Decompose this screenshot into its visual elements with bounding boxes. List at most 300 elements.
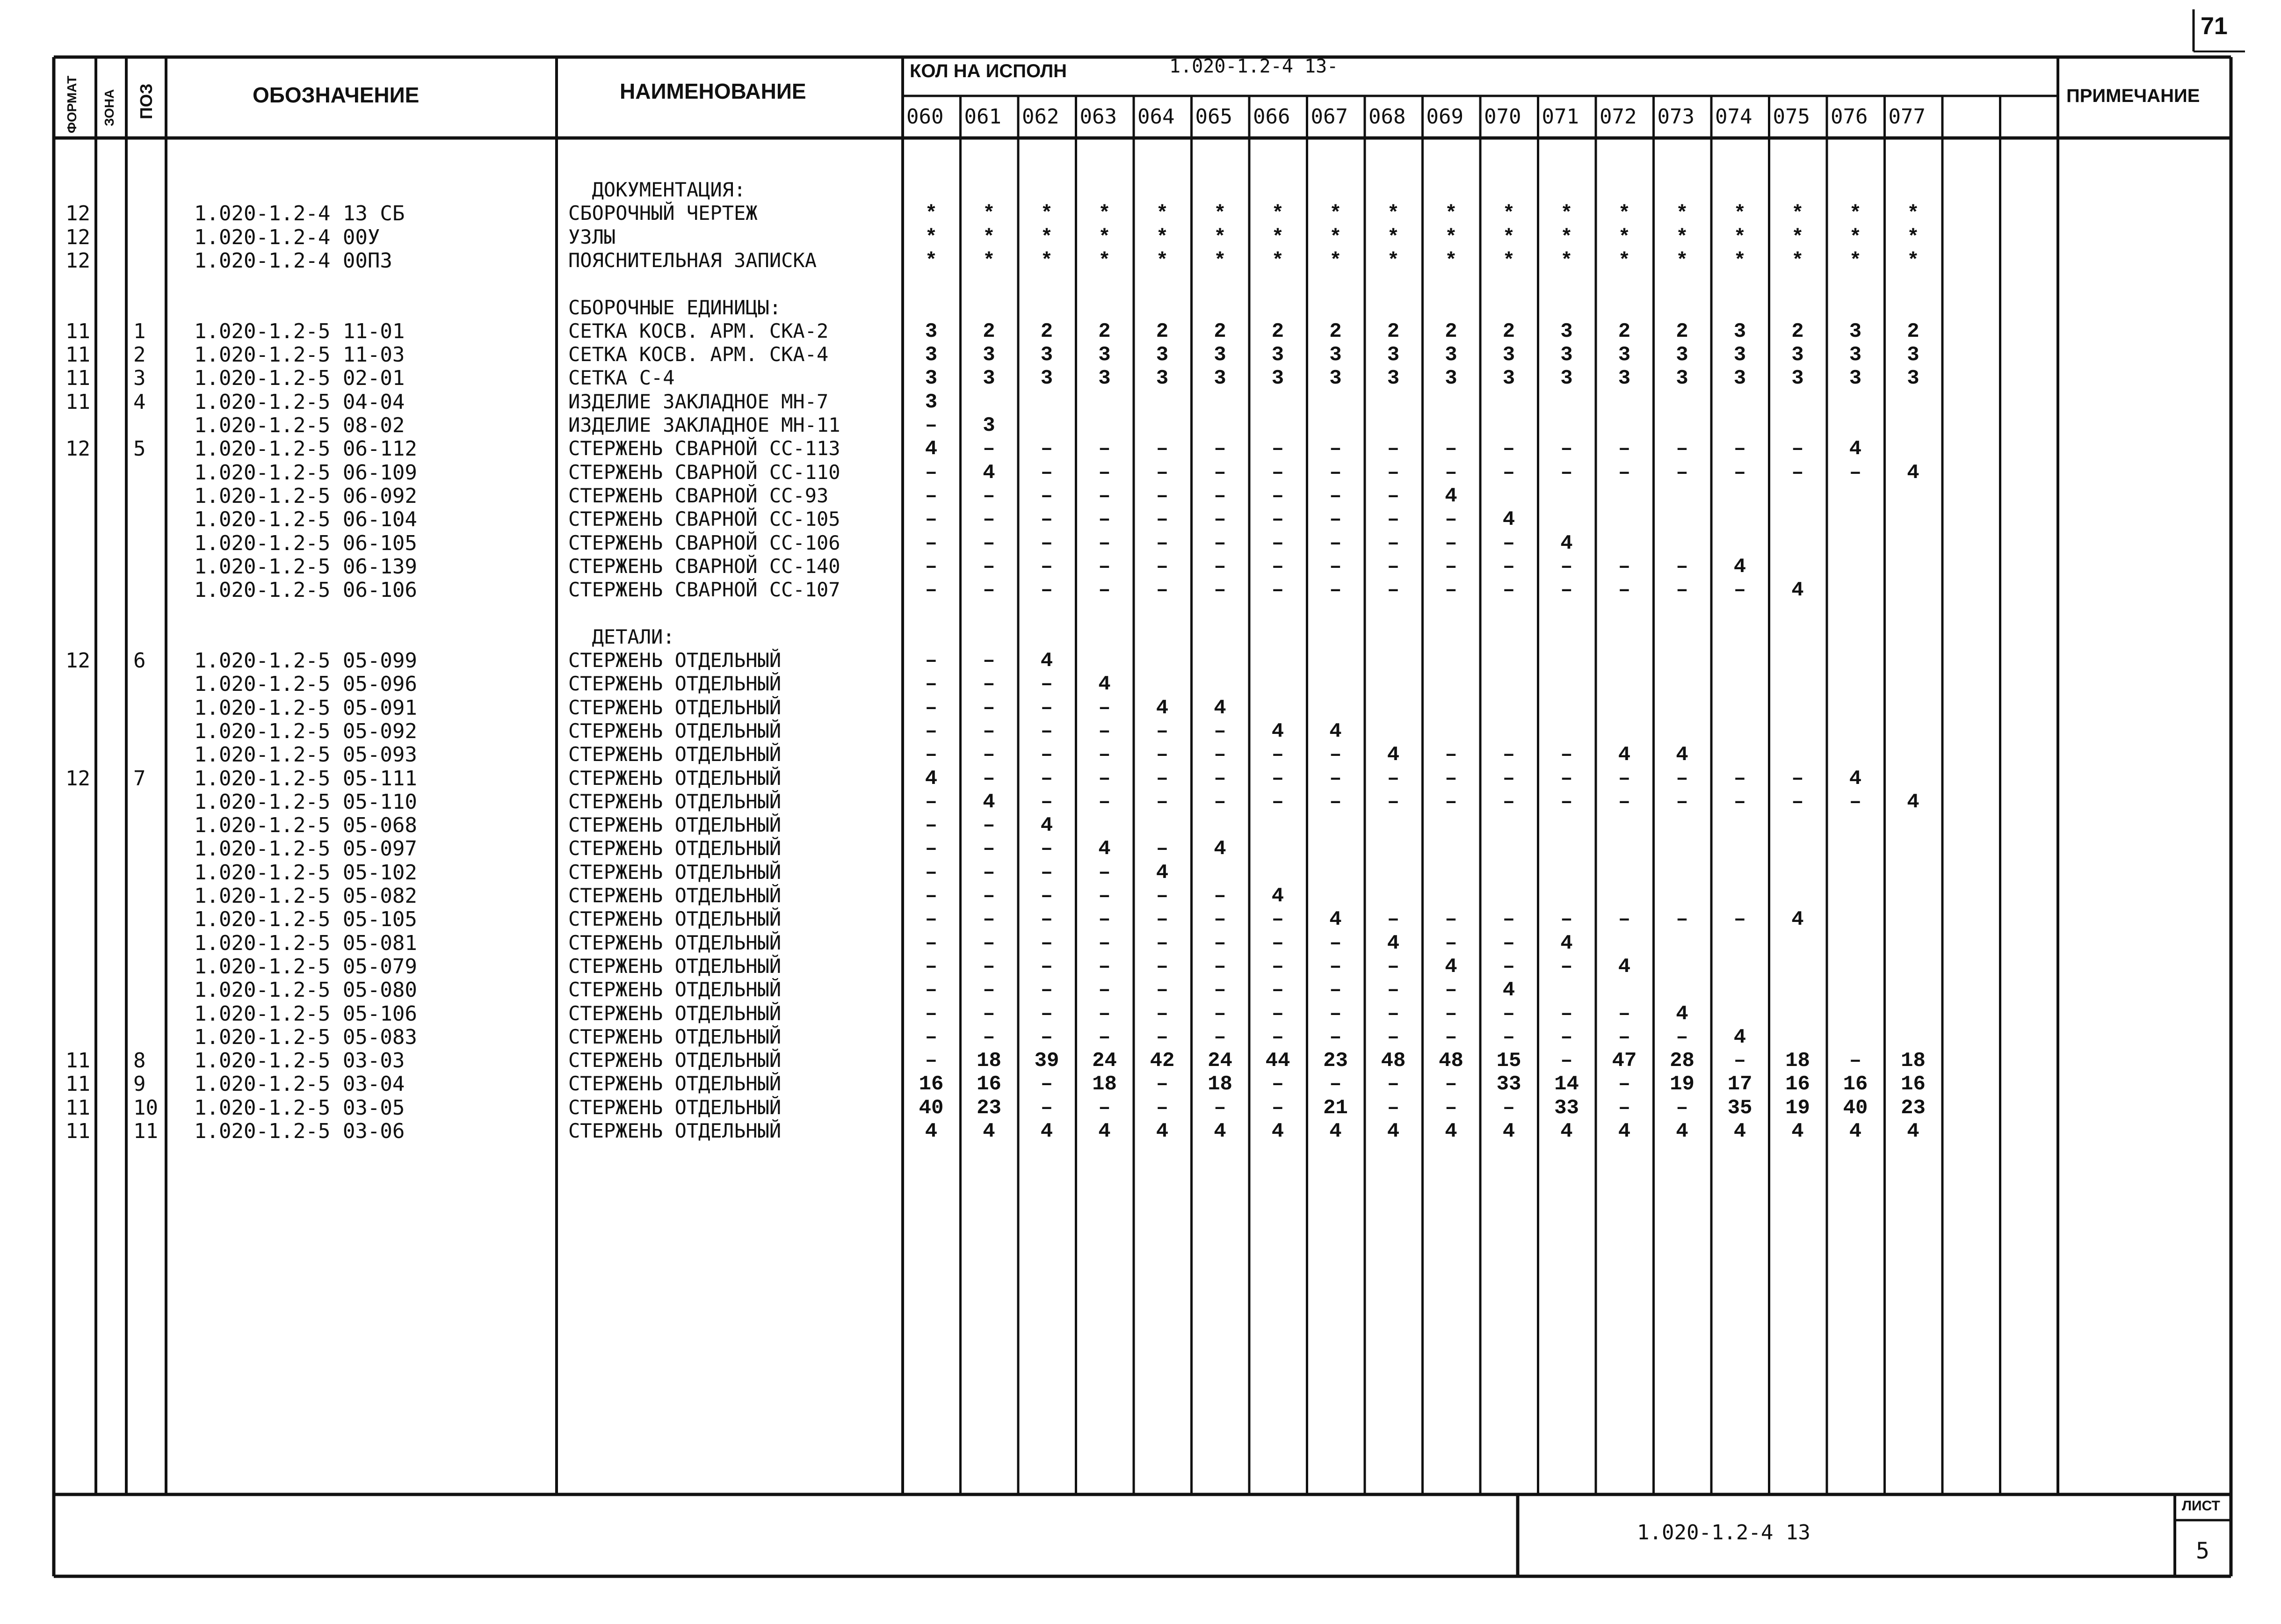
- qty-cell: 3: [1214, 367, 1226, 391]
- qty-cell: 4: [1502, 1120, 1515, 1143]
- qty-cell: –: [1387, 767, 1400, 790]
- qty-cell: 3: [1445, 343, 1457, 367]
- qty-cell: 4: [1156, 696, 1169, 720]
- qty-cell: –: [983, 955, 995, 979]
- qty-cell: –: [1098, 979, 1111, 1002]
- qty-cell: 4: [1214, 1120, 1226, 1143]
- qty-cell: –: [1271, 1073, 1284, 1096]
- format-cell: 11: [65, 1049, 90, 1073]
- qty-cell: –: [1618, 908, 1631, 932]
- qty-cell: –: [925, 461, 938, 485]
- designation-cell: 1.020-1.2-5 06-092: [194, 484, 417, 508]
- name-cell: СТЕРЖЕНЬ ОТДЕЛЬНЫЙ: [568, 1001, 782, 1025]
- designation-cell: 1.020-1.2-5 06-109: [194, 460, 417, 485]
- format-cell: 11: [65, 390, 90, 414]
- qty-cell: –: [1156, 767, 1169, 790]
- qty-cell: –: [983, 861, 995, 884]
- format-cell: 11: [65, 1072, 90, 1096]
- name-cell: СТЕРЖЕНЬ СВАРНОЙ СС-113: [568, 437, 840, 460]
- qty-cell: 2: [1329, 319, 1342, 343]
- qty-cell: *: [925, 249, 938, 273]
- qty-cell: 4: [1040, 814, 1053, 838]
- qty-cell: –: [983, 508, 995, 532]
- qty-cell: 4: [1676, 743, 1688, 767]
- name-cell: СТЕРЖЕНЬ ОТДЕЛЬНЫЙ: [568, 1119, 782, 1142]
- qty-cell: –: [1271, 767, 1284, 790]
- qty-cell: –: [1098, 861, 1111, 884]
- qty-cell: 3: [1618, 367, 1631, 391]
- qty-cell: –: [1387, 461, 1400, 485]
- qty-cell: –: [1618, 1002, 1631, 1026]
- qty-cell: 16: [977, 1073, 1001, 1096]
- qty-cell: –: [925, 531, 938, 555]
- qty-cell: *: [1098, 202, 1111, 226]
- qty-cell: 3: [1560, 367, 1573, 391]
- format-cell: 12: [65, 248, 90, 273]
- qty-cell: –: [1329, 555, 1342, 579]
- qty-cell: *: [1387, 249, 1400, 273]
- name-cell: УЗЛЫ: [568, 225, 616, 248]
- qty-cell: –: [983, 1025, 995, 1049]
- qty-cell: *: [1387, 202, 1400, 226]
- qty-cell: –: [1040, 437, 1053, 461]
- qty-cell: –: [1040, 884, 1053, 908]
- qty-cell: –: [1618, 1096, 1631, 1120]
- qty-cell: –: [1271, 461, 1284, 485]
- variant-header: 077: [1888, 105, 1926, 129]
- designation-cell: 1.020-1.2-4 00ПЗ: [194, 248, 392, 273]
- designation-cell: 1.020-1.2-5 05-110: [194, 790, 417, 814]
- qty-cell: 3: [1849, 319, 1862, 343]
- qty-cell: –: [1676, 908, 1688, 932]
- qty-cell: 4: [1329, 908, 1342, 932]
- name-cell: СТЕРЖЕНЬ ОТДЕЛЬНЫЙ: [568, 672, 782, 696]
- qty-cell: –: [983, 1002, 995, 1026]
- designation-cell: 1.020-1.2-5 06-112: [194, 437, 417, 461]
- qty-cell: –: [1733, 437, 1746, 461]
- qty-cell: –: [925, 414, 938, 437]
- qty-cell: –: [1214, 767, 1226, 790]
- qty-cell: –: [925, 814, 938, 838]
- format-cell: 12: [65, 225, 90, 249]
- qty-cell: 3: [925, 319, 938, 343]
- qty-cell: –: [1040, 979, 1053, 1002]
- qty-cell: –: [1387, 1096, 1400, 1120]
- qty-cell: *: [1618, 225, 1631, 249]
- qty-cell: –: [1214, 555, 1226, 579]
- qty-cell: 3: [1791, 367, 1804, 391]
- format-cell: 11: [65, 366, 90, 391]
- name-cell: СТЕРЖЕНЬ ОТДЕЛЬНЫЙ: [568, 978, 782, 1001]
- variant-header: 075: [1773, 105, 1810, 129]
- qty-cell: 3: [1040, 343, 1053, 367]
- qty-cell: –: [1445, 555, 1457, 579]
- qty-cell: –: [1329, 955, 1342, 979]
- qty-cell: –: [983, 767, 995, 790]
- qty-cell: 3: [1156, 367, 1169, 391]
- qty-cell: –: [1502, 790, 1515, 814]
- variant-header: 071: [1542, 105, 1579, 129]
- qty-cell: 3: [1560, 343, 1573, 367]
- qty-cell: *: [1156, 202, 1169, 226]
- name-cell: СТЕРЖЕНЬ ОТДЕЛЬНЫЙ: [568, 954, 782, 978]
- qty-cell: 4: [1040, 1120, 1053, 1143]
- qty-cell: –: [1791, 461, 1804, 485]
- qty-cell: –: [1502, 908, 1515, 932]
- header-qty-label: КОЛ НА ИСПОЛН: [910, 61, 1067, 81]
- qty-cell: –: [1676, 579, 1688, 602]
- qty-cell: –: [1040, 861, 1053, 884]
- qty-cell: –: [925, 508, 938, 532]
- name-cell: ИЗДЕЛИЕ ЗАКЛАДНОЕ МН-7: [568, 390, 829, 413]
- designation-cell: 1.020-1.2-5 02-01: [194, 366, 405, 391]
- qty-cell: –: [1445, 579, 1457, 602]
- qty-cell: –: [1098, 955, 1111, 979]
- qty-cell: –: [1445, 531, 1457, 555]
- variant-header: 066: [1253, 105, 1290, 129]
- qty-cell: *: [1098, 249, 1111, 273]
- qty-cell: –: [1098, 931, 1111, 955]
- qty-cell: 4: [1618, 955, 1631, 979]
- qty-cell: –: [1733, 1049, 1746, 1073]
- qty-cell: 3: [1271, 343, 1284, 367]
- qty-cell: *: [1502, 225, 1515, 249]
- qty-cell: 4: [1791, 908, 1804, 932]
- qty-cell: *: [1791, 225, 1804, 249]
- qty-cell: –: [1733, 767, 1746, 790]
- qty-cell: 3: [1329, 367, 1342, 391]
- name-cell: СТЕРЖЕНЬ ОТДЕЛЬНЫЙ: [568, 907, 782, 931]
- qty-cell: –: [1329, 931, 1342, 955]
- header-pos: ПОЗ: [137, 83, 156, 119]
- designation-cell: 1.020-1.2-5 05-092: [194, 719, 417, 743]
- qty-cell: –: [1040, 743, 1053, 767]
- qty-cell: –: [1271, 931, 1284, 955]
- qty-cell: 2: [1445, 319, 1457, 343]
- qty-cell: 3: [1098, 367, 1111, 391]
- qty-cell: 47: [1612, 1049, 1637, 1073]
- qty-cell: –: [1098, 743, 1111, 767]
- qty-cell: *: [1445, 225, 1457, 249]
- variant-header: 073: [1657, 105, 1694, 129]
- name-cell: ПОЯСНИТЕЛЬНАЯ ЗАПИСКА: [568, 248, 817, 272]
- qty-cell: 18: [1208, 1073, 1232, 1096]
- name-cell: ДОКУМЕНТАЦИЯ:: [568, 178, 746, 201]
- designation-cell: 1.020-1.2-5 03-04: [194, 1072, 405, 1096]
- qty-cell: –: [1733, 461, 1746, 485]
- qty-cell: –: [1676, 1025, 1688, 1049]
- qty-cell: *: [1907, 225, 1919, 249]
- qty-cell: –: [1387, 531, 1400, 555]
- qty-cell: –: [1040, 696, 1053, 720]
- qty-cell: –: [1502, 1002, 1515, 1026]
- qty-cell: 4: [1676, 1120, 1688, 1143]
- qty-cell: –: [1214, 1096, 1226, 1120]
- designation-cell: 1.020-1.2-5 05-068: [194, 813, 417, 838]
- qty-cell: 4: [1791, 1120, 1804, 1143]
- designation-cell: 1.020-1.2-5 05-097: [194, 837, 417, 861]
- designation-cell: 1.020-1.2-5 05-105: [194, 907, 417, 932]
- qty-cell: –: [1329, 767, 1342, 790]
- name-cell: СБОРОЧНЫЙ ЧЕРТЕЖ: [568, 202, 758, 225]
- qty-cell: –: [1214, 1025, 1226, 1049]
- qty-cell: –: [1502, 579, 1515, 602]
- qty-cell: –: [1156, 1096, 1169, 1120]
- qty-cell: 3: [1791, 343, 1804, 367]
- variant-header: 064: [1137, 105, 1175, 129]
- qty-cell: –: [925, 931, 938, 955]
- qty-cell: 4: [1387, 931, 1400, 955]
- qty-cell: –: [1445, 1096, 1457, 1120]
- variant-header: 072: [1600, 105, 1637, 129]
- designation-cell: 1.020-1.2-5 05-106: [194, 1001, 417, 1026]
- qty-cell: –: [1502, 555, 1515, 579]
- qty-cell: –: [1040, 955, 1053, 979]
- qty-cell: 42: [1150, 1049, 1175, 1073]
- qty-cell: 40: [1843, 1096, 1868, 1120]
- designation-cell: 1.020-1.2-5 05-080: [194, 978, 417, 1002]
- qty-cell: –: [983, 696, 995, 720]
- qty-cell: 33: [1554, 1096, 1579, 1120]
- qty-cell: –: [1560, 790, 1573, 814]
- qty-cell: –: [1271, 790, 1284, 814]
- name-cell: СТЕРЖЕНЬ ОТДЕЛЬНЫЙ: [568, 1072, 782, 1095]
- qty-cell: –: [1618, 1025, 1631, 1049]
- qty-cell: 3: [1156, 343, 1169, 367]
- qty-cell: 4: [1156, 1120, 1169, 1143]
- variant-header: 074: [1715, 105, 1752, 129]
- qty-cell: 18: [1092, 1073, 1117, 1096]
- qty-cell: –: [925, 861, 938, 884]
- qty-cell: 4: [1733, 1025, 1746, 1049]
- designation-cell: 1.020-1.2-4 13 СБ: [194, 202, 405, 226]
- qty-cell: –: [1329, 790, 1342, 814]
- qty-cell: *: [983, 249, 995, 273]
- qty-cell: –: [1329, 743, 1342, 767]
- qty-cell: 48: [1381, 1049, 1406, 1073]
- designation-cell: 1.020-1.2-5 05-099: [194, 649, 417, 673]
- name-cell: СТЕРЖЕНЬ ОТДЕЛЬНЫЙ: [568, 719, 782, 742]
- name-cell: СТЕРЖЕНЬ ОТДЕЛЬНЫЙ: [568, 790, 782, 813]
- qty-cell: –: [1849, 790, 1862, 814]
- variant-header: 067: [1311, 105, 1348, 129]
- qty-cell: –: [1502, 437, 1515, 461]
- qty-cell: –: [1214, 484, 1226, 508]
- qty-cell: 14: [1554, 1073, 1579, 1096]
- qty-cell: 4: [1329, 1120, 1342, 1143]
- name-cell: СТЕРЖЕНЬ СВАРНОЙ СС-110: [568, 460, 840, 484]
- qty-cell: –: [1791, 767, 1804, 790]
- qty-cell: –: [1560, 908, 1573, 932]
- qty-cell: 4: [1271, 719, 1284, 743]
- qty-cell: –: [1560, 555, 1573, 579]
- designation-cell: 1.020-1.2-5 06-105: [194, 531, 417, 555]
- qty-cell: –: [1271, 955, 1284, 979]
- header-zone: ЗОНА: [102, 89, 116, 126]
- designation-cell: 1.020-1.2-5 11-01: [194, 319, 405, 343]
- qty-cell: 4: [1445, 955, 1457, 979]
- qty-cell: –: [1156, 1073, 1169, 1096]
- variant-header: 061: [964, 105, 1001, 129]
- qty-cell: *: [1907, 202, 1919, 226]
- qty-cell: 4: [1271, 884, 1284, 908]
- qty-cell: –: [1618, 555, 1631, 579]
- qty-cell: *: [1098, 225, 1111, 249]
- qty-cell: 39: [1034, 1049, 1059, 1073]
- qty-cell: –: [1560, 767, 1573, 790]
- qty-cell: 4: [1214, 837, 1226, 861]
- qty-cell: 23: [1901, 1096, 1926, 1120]
- qty-cell: 4: [1098, 837, 1111, 861]
- pos-cell: 2: [133, 343, 146, 367]
- designation-cell: 1.020-1.2-5 05-102: [194, 860, 417, 884]
- header-format: ФОРМАТ: [65, 75, 79, 133]
- name-cell: СЕТКА С-4: [568, 366, 675, 390]
- qty-cell: –: [1214, 790, 1226, 814]
- qty-cell: 3: [1445, 367, 1457, 391]
- qty-cell: 4: [1560, 931, 1573, 955]
- qty-cell: 4: [1560, 531, 1573, 555]
- qty-cell: –: [1271, 531, 1284, 555]
- qty-cell: 3: [1733, 367, 1746, 391]
- designation-cell: 1.020-1.2-4 00У: [194, 225, 380, 249]
- qty-cell: *: [1214, 249, 1226, 273]
- qty-cell: 4: [1445, 484, 1457, 508]
- qty-cell: –: [1329, 531, 1342, 555]
- name-cell: СТЕРЖЕНЬ СВАРНОЙ СС-105: [568, 507, 840, 531]
- qty-cell: –: [1040, 1002, 1053, 1026]
- qty-cell: –: [1387, 555, 1400, 579]
- qty-cell: –: [1387, 484, 1400, 508]
- qty-cell: –: [1387, 1002, 1400, 1026]
- qty-cell: *: [1676, 249, 1688, 273]
- qty-cell: –: [1502, 955, 1515, 979]
- qty-cell: 4: [983, 1120, 995, 1143]
- qty-cell: –: [1502, 931, 1515, 955]
- qty-cell: 2: [1271, 319, 1284, 343]
- qty-cell: –: [1387, 1025, 1400, 1049]
- qty-cell: –: [1156, 531, 1169, 555]
- qty-cell: –: [1618, 461, 1631, 485]
- name-cell: СБОРОЧНЫЕ ЕДИНИЦЫ:: [568, 296, 782, 319]
- qty-cell: –: [1271, 484, 1284, 508]
- qty-cell: –: [1387, 979, 1400, 1002]
- qty-cell: 3: [1849, 367, 1862, 391]
- qty-cell: 4: [1329, 719, 1342, 743]
- qty-cell: –: [1560, 1002, 1573, 1026]
- qty-cell: –: [1676, 1096, 1688, 1120]
- qty-cell: –: [1040, 719, 1053, 743]
- qty-cell: *: [1329, 202, 1342, 226]
- qty-cell: –: [1329, 508, 1342, 532]
- qty-cell: –: [1445, 790, 1457, 814]
- qty-cell: –: [983, 719, 995, 743]
- qty-cell: *: [1676, 202, 1688, 226]
- qty-cell: 3: [1849, 343, 1862, 367]
- qty-cell: *: [1156, 225, 1169, 249]
- qty-cell: *: [1271, 225, 1284, 249]
- qty-cell: –: [1271, 743, 1284, 767]
- qty-cell: –: [1156, 1025, 1169, 1049]
- qty-cell: –: [1329, 484, 1342, 508]
- qty-cell: –: [1618, 767, 1631, 790]
- qty-cell: *: [1733, 249, 1746, 273]
- name-cell: СТЕРЖЕНЬ СВАРНОЙ СС-106: [568, 531, 840, 554]
- qty-cell: –: [1849, 1049, 1862, 1073]
- qty-cell: –: [1214, 908, 1226, 932]
- qty-cell: –: [1040, 1025, 1053, 1049]
- qty-cell: 3: [1907, 343, 1919, 367]
- qty-cell: –: [1618, 579, 1631, 602]
- variant-header: 060: [906, 105, 944, 129]
- qty-cell: –: [925, 579, 938, 602]
- qty-cell: –: [1156, 837, 1169, 861]
- name-cell: СТЕРЖЕНЬ СВАРНОЙ СС-93: [568, 484, 829, 507]
- qty-cell: *: [1502, 249, 1515, 273]
- name-cell: СТЕРЖЕНЬ СВАРНОЙ СС-107: [568, 578, 840, 602]
- qty-cell: –: [1156, 437, 1169, 461]
- qty-cell: –: [1214, 461, 1226, 485]
- name-cell: СТЕРЖЕНЬ ОТДЕЛЬНЫЙ: [568, 860, 782, 884]
- qty-cell: 3: [1329, 343, 1342, 367]
- qty-cell: *: [925, 202, 938, 226]
- qty-cell: –: [983, 649, 995, 673]
- designation-cell: 1.020-1.2-5 03-03: [194, 1049, 405, 1073]
- designation-cell: 1.020-1.2-5 05-079: [194, 954, 417, 979]
- qty-cell: 3: [1098, 343, 1111, 367]
- qty-cell: –: [1329, 461, 1342, 485]
- qty-cell: –: [1733, 579, 1746, 602]
- qty-cell: *: [1907, 249, 1919, 273]
- qty-cell: –: [1214, 579, 1226, 602]
- variant-header: 065: [1195, 105, 1232, 129]
- qty-cell: –: [925, 743, 938, 767]
- qty-cell: 3: [983, 414, 995, 437]
- qty-cell: –: [1040, 531, 1053, 555]
- qty-cell: –: [1618, 790, 1631, 814]
- qty-cell: –: [1387, 908, 1400, 932]
- qty-cell: –: [1040, 484, 1053, 508]
- qty-cell: 16: [1843, 1073, 1868, 1096]
- qty-cell: 33: [1496, 1073, 1521, 1096]
- designation-cell: 1.020-1.2-5 03-05: [194, 1095, 405, 1120]
- qty-cell: 23: [1323, 1049, 1348, 1073]
- qty-cell: –: [1098, 696, 1111, 720]
- qty-cell: *: [983, 225, 995, 249]
- qty-cell: –: [925, 884, 938, 908]
- qty-cell: –: [1156, 743, 1169, 767]
- qty-cell: –: [925, 955, 938, 979]
- name-cell: СЕТКА КОСВ. АРМ. СКА-4: [568, 343, 829, 366]
- qty-cell: –: [1387, 1073, 1400, 1096]
- variant-header: 076: [1831, 105, 1868, 129]
- qty-cell: 3: [1560, 319, 1573, 343]
- qty-cell: –: [1733, 790, 1746, 814]
- qty-cell: –: [1098, 579, 1111, 602]
- qty-cell: 28: [1670, 1049, 1694, 1073]
- pos-cell: 3: [133, 366, 146, 391]
- qty-cell: –: [1445, 508, 1457, 532]
- qty-cell: 3: [1676, 343, 1688, 367]
- qty-cell: –: [983, 743, 995, 767]
- qty-cell: *: [1560, 225, 1573, 249]
- qty-cell: –: [1098, 884, 1111, 908]
- qty-cell: *: [1733, 225, 1746, 249]
- qty-cell: –: [1676, 437, 1688, 461]
- qty-cell: –: [1040, 579, 1053, 602]
- qty-cell: –: [1040, 461, 1053, 485]
- qty-cell: 4: [925, 767, 938, 790]
